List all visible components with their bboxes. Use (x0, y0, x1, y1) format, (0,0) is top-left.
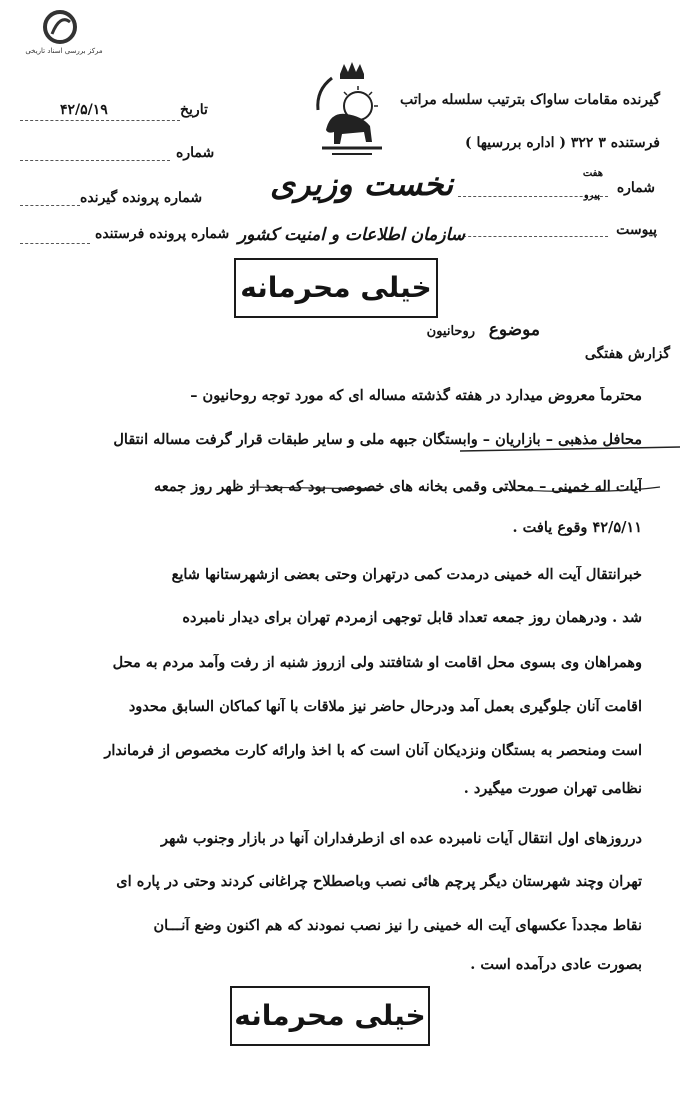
date-line (20, 120, 180, 121)
archive-logo (14, 10, 114, 60)
body-line: محافل مذهبی – بازاریان – وابستگان جبهه ملی و سایر طبقات قرار گرفت مساله انتقال (113, 431, 642, 448)
body-line: محترماً معروض میدارد در هفته گذشته مساله ای که مورد توجه روحانیون – (190, 387, 642, 404)
number-sub-top: هفت (582, 168, 603, 179)
date-label: تاریخ (180, 102, 208, 118)
sender-line: فرستنده ۳ ۳۲۲ ( اداره بررسیها ) (464, 135, 660, 151)
subject-value: روحانیون (426, 324, 475, 339)
number-label-right: شماره (616, 180, 655, 196)
body-line: نقاط مجدداً عکسهای آیت اله خمینی را نیز نصب نمودند که هم اکنون وضع آنـــان (153, 917, 642, 934)
body-line: آیات اله خمینی – محلاتی وقمی بخانه های خصوصی بود که بعد از ظهر روز جمعه (154, 478, 642, 495)
body-line: تهران وچند شهرستان دیگر پرچم هائی نصب وباصطلاح چراغانی کردند وحتی در پاره ای (116, 873, 642, 890)
body-line: ۴۲/۵/۱۱ وقوع یافت . (512, 519, 642, 536)
report-title: گزارش هفتگی (584, 346, 670, 362)
body-line: است ومنحصر به بستگان ونزدیکان آنان است که با اخذ وارائه کارت مخصوص از فرماندار (104, 742, 642, 759)
body-line: بصورت عادی درآمده است . (470, 956, 642, 973)
attachment-line (458, 236, 608, 237)
number-label-left: شماره (176, 145, 215, 161)
date-value: ۴۲/۵/۱۹ (60, 102, 108, 118)
archive-emblem-icon (40, 10, 80, 44)
body-line: اقامت آنان جلوگیری بعمل آمد ودرحال حاضر نیز ملاقات با آنها کماکان السابق محدود (128, 698, 642, 715)
number-line-left (20, 160, 170, 161)
sender-file-line (20, 243, 90, 244)
ministry-title: نخست وزیری (270, 165, 454, 203)
recipient-file-line (20, 205, 80, 206)
body-line: درروزهای اول انتقال آیات نامبرده عده ای ازطرفداران آنها در بازار وجنوب شهر (160, 830, 642, 847)
classification-stamp-top: خیلی محرمانه (234, 258, 438, 318)
classification-stamp-bottom: خیلی محرمانه (230, 986, 430, 1046)
recipient-line: گیرنده مقامات ساواک بترتیب سلسله مراتب (400, 92, 660, 108)
body-line: وهمراهان وی بسوی محل اقامت او شتافتند ولی ازروز شنبه از رفت وآمد مردم به محل (112, 654, 642, 671)
attachment-label: پیوست (616, 222, 657, 238)
sender-file-label: شماره پرونده فرستنده (95, 226, 230, 242)
body-line: نظامی تهران صورت میگیرد . (463, 780, 642, 797)
agency-title: سازمان اطلاعات و امنیت کشور (238, 225, 466, 245)
lion-and-sun-emblem-icon (312, 60, 392, 160)
subject-label: موضوع (488, 320, 540, 340)
body-line: خبرانتقال آیت اله خمینی درمدت کمی درتهران وحتی بعضی ازشهرستانها شایع (171, 566, 642, 583)
archive-logo-text: مرکز بررسی اسناد تاریخی (25, 47, 103, 55)
recipient-file-label: شماره پرونده گیرنده (80, 190, 203, 206)
body-line: شد . ودرهمان روز جمعه تعداد قابل توجهی ازمردم تهران برای دیدار نامبرده (182, 609, 642, 626)
underline-annotation (40, 445, 680, 495)
number-sub-bottom: پیرو (583, 190, 600, 201)
